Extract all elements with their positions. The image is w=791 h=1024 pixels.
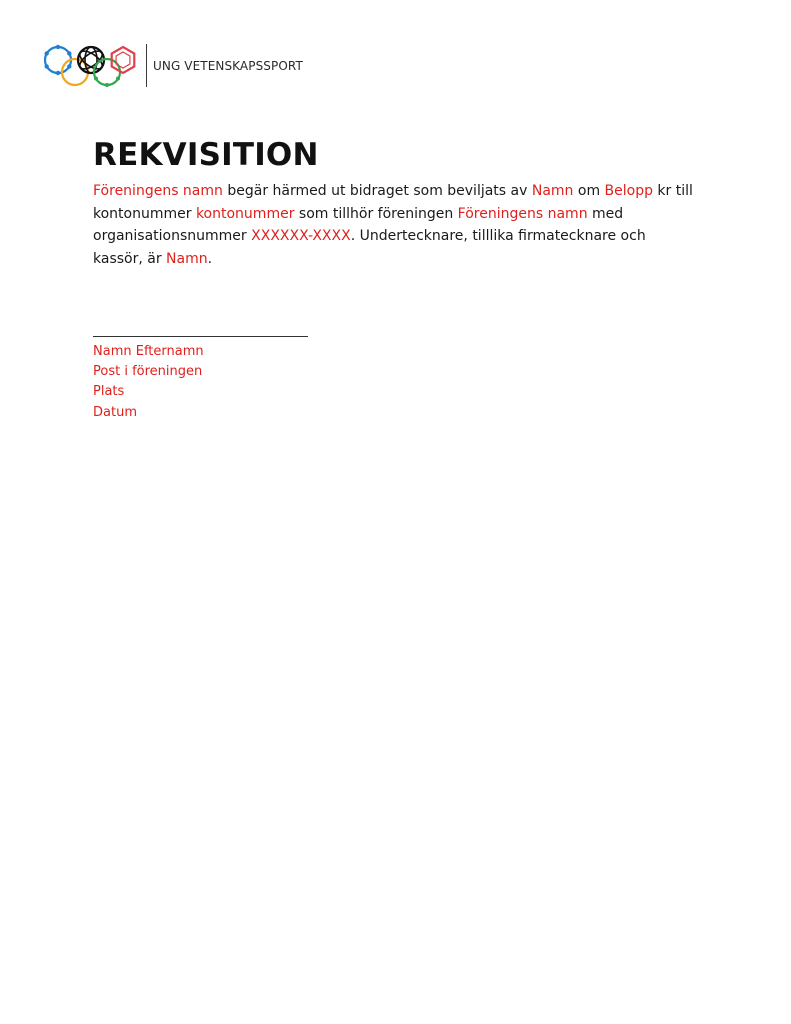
organization-name: UNG VETENSKAPSSPORT xyxy=(153,59,303,73)
placeholder-association-name-2[interactable]: Föreningens namn xyxy=(457,205,588,222)
paragraph-text: begär härmed ut bidraget som beviljats av xyxy=(222,183,532,199)
signing-date[interactable]: Datum xyxy=(93,404,137,420)
page-header xyxy=(42,40,303,90)
signature-block xyxy=(93,322,393,423)
document-title: REKVISITION xyxy=(93,137,319,173)
paragraph-text: . xyxy=(207,250,213,267)
placeholder-signer-name[interactable]: Namn xyxy=(166,250,208,267)
signing-place[interactable]: Plats xyxy=(93,384,125,400)
placeholder-account-number[interactable]: kontonummer xyxy=(195,205,295,222)
signature-line xyxy=(93,322,308,337)
paragraph-text: . Undertecknare, tilllika firmatecknare och kassör, är xyxy=(93,228,646,267)
paragraph-text: som tillhör föreningen xyxy=(294,205,458,222)
placeholder-org-number[interactable]: XXXXXX-XXXX xyxy=(251,228,351,244)
signer-full-name[interactable]: Namn Efternamn xyxy=(93,344,204,359)
placeholder-granter-name[interactable]: Namn xyxy=(531,183,574,199)
molecule-rings-logo-icon xyxy=(42,40,140,90)
placeholder-association-name[interactable]: Föreningens namn xyxy=(93,183,223,199)
placeholder-amount[interactable]: Belopp xyxy=(604,183,653,199)
paragraph-text: om xyxy=(573,183,605,199)
paragraph-text: kr till kontonummer xyxy=(93,183,693,222)
signer-position[interactable]: Post i föreningen xyxy=(93,364,203,380)
signature-fields xyxy=(93,342,393,423)
header-divider xyxy=(146,44,147,87)
requisition-paragraph xyxy=(93,180,693,270)
paragraph-text: med organisationsnummer xyxy=(93,205,624,244)
document-body xyxy=(93,136,693,270)
